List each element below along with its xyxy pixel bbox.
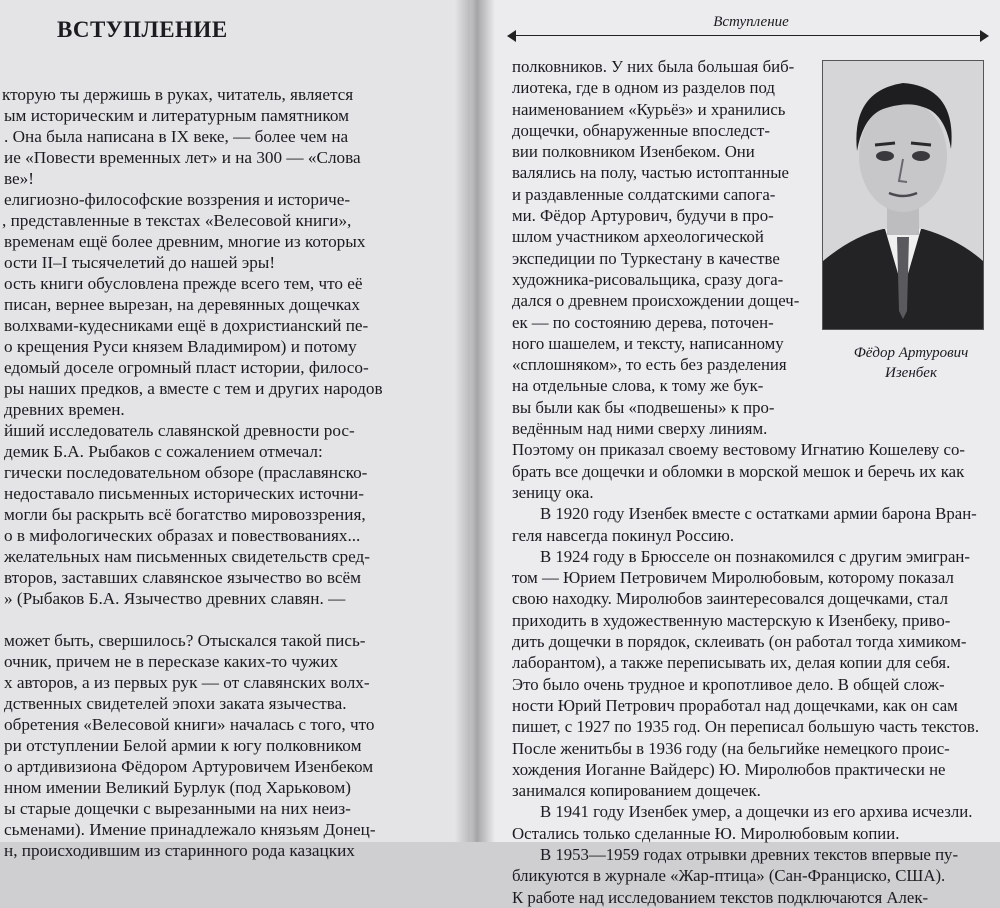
blank-line	[0, 609, 458, 630]
text-line: временам ещё более древним, многие из которых	[4, 232, 366, 251]
text-line: сьменами). Имение принадлежало князьям Донец-	[4, 820, 376, 839]
text-line: н, происходившим из старинного рода казацких	[4, 841, 355, 860]
chapter-title: ВСТУПЛЕНИЕ	[57, 17, 228, 42]
text-line: нном имении Великий Бурлук (под Харьковом)	[4, 778, 352, 797]
text-line: о в мифологических образах и повествованиях...	[4, 526, 361, 545]
text-line: В 1953—1959 годах отрывки древних текстов впервые пу-	[540, 844, 959, 864]
text-line: ми. Фёдор Артурович, будучи в про-	[512, 206, 774, 226]
text-line: ности Юрий Петрович проработал над дощечками, как он сам	[512, 695, 958, 715]
text-line: бликуются в журнале «Жар-птица» (Сан-Франциско, США).	[512, 866, 946, 886]
text-line: В 1924 году в Брюсселе он познакомился с другим эмигран-	[540, 546, 970, 566]
text-line: Остались только сделанные Ю. Миролюбовым копии.	[512, 823, 900, 843]
book-gutter	[455, 0, 495, 842]
text-line: х авторов, а из первых рук — от славянских волх-	[4, 673, 370, 692]
text-line: зеницу ока.	[512, 482, 594, 502]
text-line: елигиозно-философские воззрения и историче-	[4, 190, 351, 209]
text-line: писан, вернее вырезан, на деревянных дощечках	[4, 295, 361, 314]
text-line: приходить в художественную мастерскую к Изенбеку, приво-	[512, 610, 951, 630]
text-line: ного шашелем, и тексту, написанному	[512, 333, 784, 353]
text-line: лиотека, где в одном из разделов под	[512, 78, 775, 98]
text-line: ости II–I тысячелетий до нашей эры!	[4, 253, 276, 272]
text-line: демик Б.А. Рыбаков с сожалением отмечал:	[4, 442, 323, 461]
text-line: вы были как бы «подвешены» к про-	[512, 397, 775, 417]
text-line: свою находку. Миролюбов заинтересовался дощечками, стал	[512, 589, 949, 609]
text-line: художника-рисовальщика, сразу дога-	[512, 269, 784, 289]
text-line: желательных нам письменных свидетельств сред-	[4, 547, 370, 566]
rule-arrow-left-icon	[507, 30, 516, 42]
text-line: кторую ты держишь в руках, читатель, является	[2, 85, 354, 104]
text-line: пишет, с 1927 по 1935 год. Он переписал большую часть текстов.	[512, 717, 980, 737]
text-line: ведённым над ними сверху линиям.	[512, 419, 768, 439]
running-head: Вступление	[713, 14, 789, 30]
text-line: экспедиции по Туркестану в качестве	[512, 248, 780, 268]
text-line: ве»!	[4, 169, 34, 188]
text-line: обретения «Велесовой книги» началась с того, что	[4, 715, 375, 734]
text-line: Это было очень трудное и кропотливое дело. В общей слож-	[512, 674, 945, 694]
text-line: недоставало письменных исторических источни-	[4, 484, 364, 503]
text-line: . Она была написана в IX веке, — более чем на	[4, 127, 349, 146]
text-line: К работе над исследованием текстов подключаются Алек-	[512, 887, 929, 907]
text-line: волхвами-кудесниками ещё в дохристианский пе-	[4, 316, 369, 335]
header-rule	[512, 35, 982, 36]
caption-line: Изенбек	[884, 365, 937, 381]
text-line: и раздавленные солдатскими сапога-	[512, 184, 776, 204]
text-line: очник, причем не в пересказе каких-то чужих	[4, 652, 339, 671]
text-line: брать все дощечки и обломки в морской мешок и беречь их как	[512, 461, 965, 481]
text-line: йший исследователь славянской древности рос-	[4, 421, 355, 440]
text-line: второв, заставших славянское язычество во всём	[4, 568, 361, 587]
text-line: , представленные в текстах «Велесовой книги»,	[2, 211, 352, 230]
text-line: ри отступлении Белой армии к югу полковником	[4, 736, 362, 755]
right-page-text	[512, 56, 990, 908]
text-line: В 1941 году Изенбек умер, а дощечки из его архива исчезли.	[540, 802, 973, 822]
text-line: валялись на полу, частью истоптанные	[512, 163, 789, 183]
text-line: ек — по состоянию дерева, поточен-	[512, 312, 774, 332]
text-line: вии полковником Изенбеком. Они	[512, 142, 755, 162]
caption-line: Фёдор Артурович	[853, 345, 969, 361]
text-line: может быть, свершилось? Отыскался такой пись-	[4, 631, 366, 650]
text-line: ры наших предков, а вместе с тем и других народов	[4, 379, 383, 398]
text-line: Поэтому он приказал своему вестовому Игнатию Кошелеву со-	[512, 440, 965, 460]
text-line: наименованием «Курьёз» и хранились	[512, 99, 786, 119]
text-line: гически последовательном обзоре (праславянско-	[4, 463, 368, 482]
text-line: лаборантом), а также переписывать их, делая копии для себя.	[512, 653, 951, 673]
text-line: дственных свидетелей эпохи заката язычества.	[4, 694, 347, 713]
text-line: древних времен.	[4, 400, 125, 419]
text-line: занимался копированием дощечек.	[512, 781, 761, 801]
text-line: ым историческим и литературным памятником	[4, 106, 349, 125]
text-line: «сплошняком», то есть без разделения	[512, 355, 787, 375]
text-line: о крещения Руси князем Владимиром) и потому	[4, 337, 357, 356]
text-line: После женитьбы в 1936 году (на бельгийке немецкого проис-	[512, 738, 950, 758]
text-line: ие «Повести временных лет» и на 300 — «Слова	[4, 148, 361, 167]
text-line: на отдельные слова, к тому же бук-	[512, 376, 764, 396]
text-line: о артдивизиона Фёдором Артуровичем Изенбеком	[4, 757, 374, 776]
text-line: том — Юрием Петровичем Миролюбовым, которому показал	[512, 568, 954, 588]
left-page-text	[0, 84, 458, 861]
text-line: шлом участником археологической	[512, 227, 764, 247]
text-line: хождения Иоганне Вайдерс) Ю. Миролюбов практически не	[512, 759, 946, 779]
text-line: В 1920 году Изенбек вместе с остатками армии барона Вран-	[540, 504, 977, 524]
text-line: полковников. У них была большая биб-	[512, 57, 795, 76]
text-line: могли бы раскрыть всё богатство мировоззрения,	[4, 505, 366, 524]
text-line: дить дощечки в порядок, склеивать (он работал тогда химиком-	[512, 632, 967, 652]
text-line: ы старые дощечки с вырезанными на них неиз-	[4, 799, 351, 818]
text-line: геля навсегда покинул Россию.	[512, 525, 735, 545]
text-line: дощечки, обнаруженные впоследст-	[512, 120, 770, 140]
text-line: » (Рыбаков Б.А. Язычество древних славян. —	[4, 589, 346, 608]
text-line: едомый доселе огромный пласт истории, филосо-	[4, 358, 369, 377]
text-line: ость книги обусловлена прежде всего тем, что её	[4, 274, 363, 293]
rule-arrow-right-icon	[980, 30, 989, 42]
text-line: дался о древнем происхождении дощеч-	[512, 291, 800, 311]
left-page	[0, 0, 470, 860]
